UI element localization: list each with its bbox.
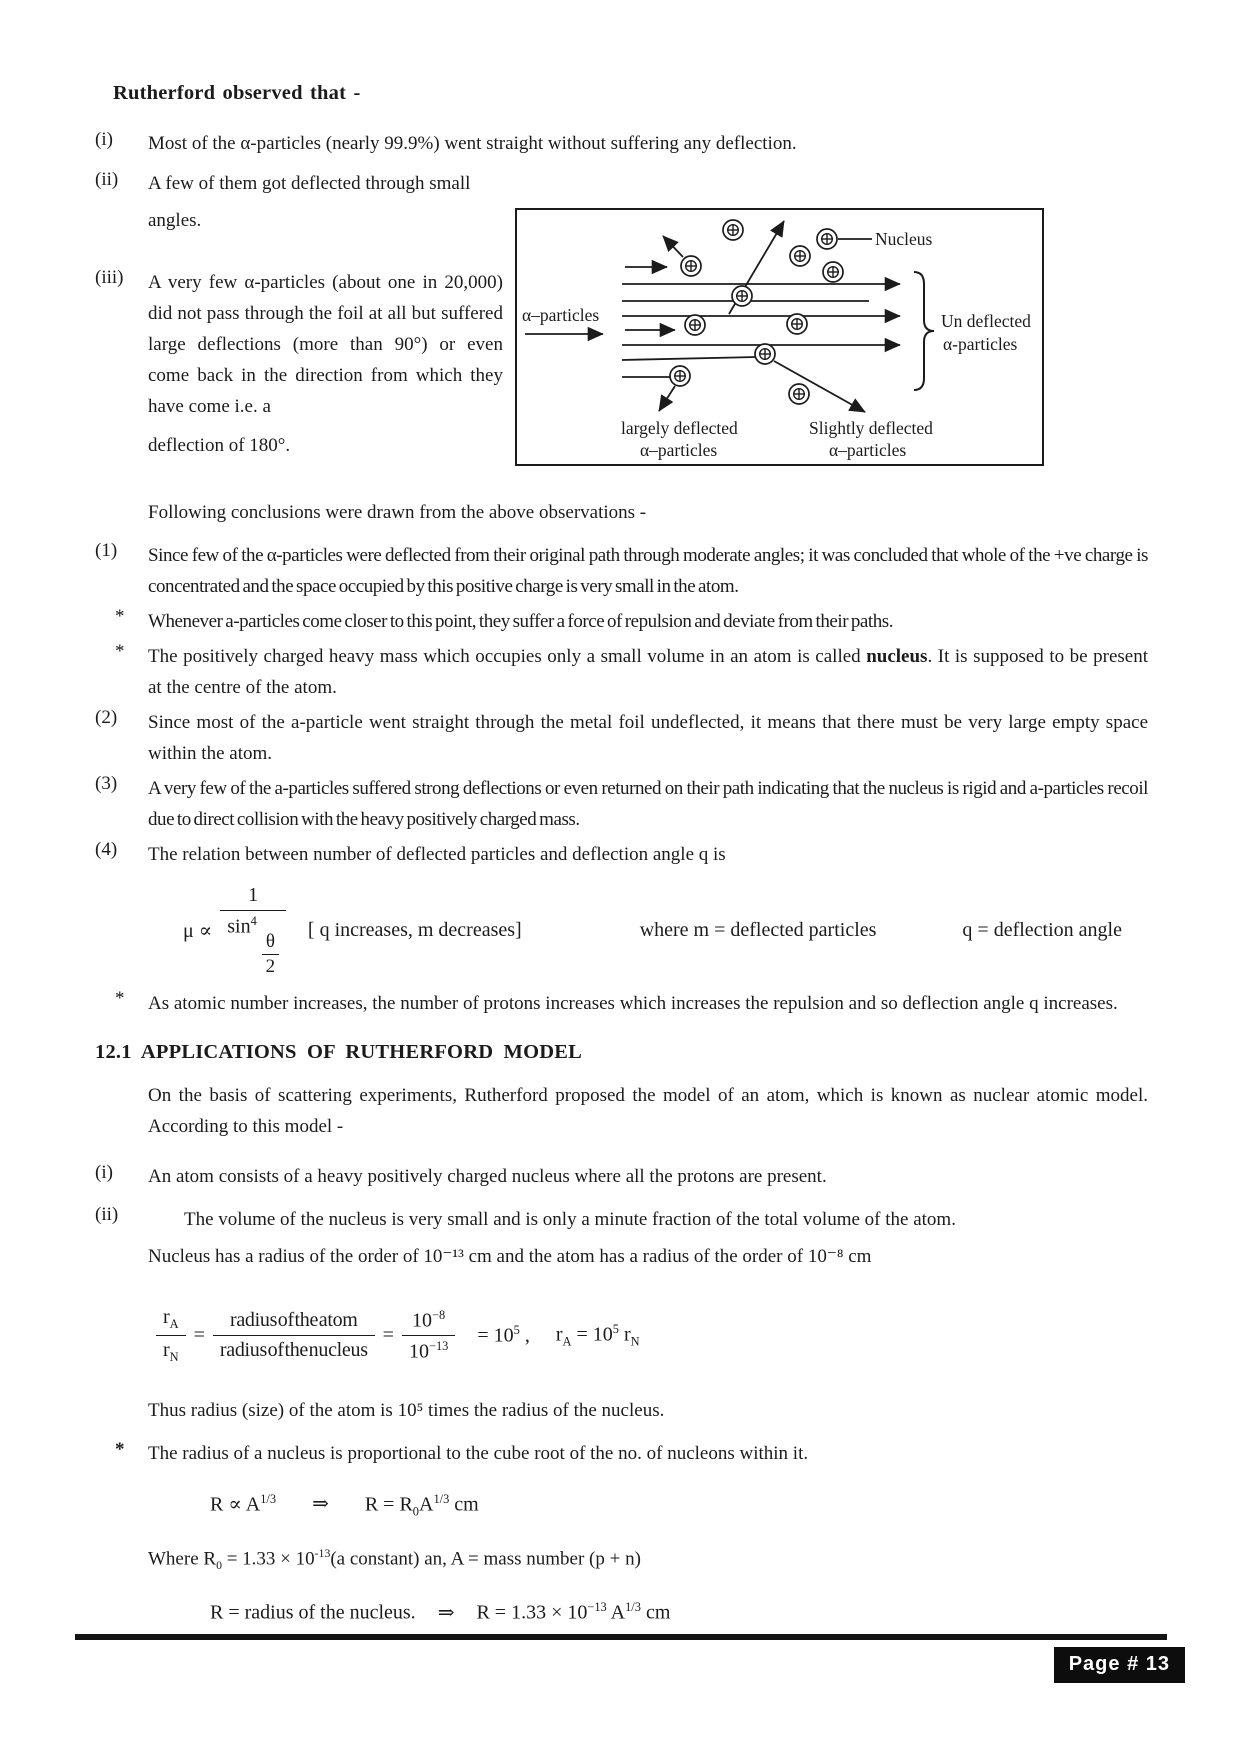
- conclusion-item-2: [95, 707, 1148, 769]
- radius-atom-text: radius of the atom: [230, 1309, 358, 1332]
- observations-section: [95, 82, 1148, 474]
- result-exp: 5: [513, 1323, 520, 1338]
- r-definition: R = radius of the nucleus.: [210, 1602, 416, 1625]
- item-text: The volume of the nucleus is very small and is only a minute fraction of the total volume of the atom.: [184, 1208, 956, 1230]
- item-marker: (i): [95, 129, 113, 150]
- where-r0-line: [148, 1539, 1148, 1581]
- applications-heading: 12.1 APPLICATIONS OF RUTHERFORD MODEL: [95, 1040, 582, 1063]
- item-text: A few of them got deflected through small: [148, 173, 471, 194]
- ten-minus-8: [408, 1308, 449, 1336]
- largely-deflected-label-line2: α–particles: [640, 440, 718, 460]
- radius-nucleus-text: radius of the nucleus: [213, 1335, 375, 1362]
- item-text: An atom consists of a heavy positively charged nucleus where all the protons are present.: [148, 1165, 827, 1187]
- ten: 10: [408, 1340, 429, 1363]
- item-text: The relation between number of deflected particles and deflection angle q is: [148, 844, 726, 865]
- slightly-deflected-label-line2: α–particles: [829, 440, 907, 460]
- final-r-line: [210, 1592, 1148, 1628]
- nucleus-bold-word: nucleus: [866, 646, 928, 667]
- item-marker: (2): [95, 707, 118, 728]
- exp-one-third: 1/3: [260, 1491, 277, 1506]
- rn2-base: r: [623, 1323, 631, 1346]
- item-marker: (3): [95, 773, 118, 794]
- formula-q-note: q = deflection angle: [962, 919, 1122, 942]
- item-marker: (1): [95, 540, 118, 561]
- formula-bracket-note: [ q increases, m decreases]: [307, 919, 522, 942]
- item-marker: (ii): [95, 1203, 119, 1225]
- alpha-particles-label: α–particles: [522, 305, 600, 325]
- item-text: The radius of a nucleus is proportional to the cube root of the no. of nucleons within it.: [148, 1442, 809, 1464]
- scattering-diagram: [515, 208, 1044, 466]
- conclusion-star-2: [95, 641, 1148, 703]
- theta: θ: [262, 931, 279, 955]
- ra2-sub: A: [562, 1334, 572, 1349]
- radius-ratio-formula: [148, 1290, 1148, 1382]
- ten-minus-13: [402, 1335, 455, 1364]
- item-text: As atomic number increases, the number of protons increases which increases the repulsion and so deflection angle q increases.: [148, 992, 1118, 1014]
- implies-arrow: ⇒: [437, 1602, 455, 1625]
- fraction-numerator: 1: [248, 884, 259, 906]
- item-text: A very few α-particles (about one in 20,000) did not pass through the foil at all but suffered large deflections (more than 90°) or even come back in the direction from which they have come i.e. a: [148, 272, 503, 417]
- item-marker: *: [115, 987, 125, 1009]
- a-base: A: [606, 1602, 626, 1625]
- exp-minus-13: −13: [428, 1339, 449, 1354]
- value-text: = 1.33 × 10: [221, 1548, 315, 1570]
- r-value: R = 1.33 × 10: [476, 1602, 588, 1625]
- equals-1: =: [193, 1324, 205, 1347]
- item-text: Since few of the α-particles were deflected from their original path through moderate angles; it was concluded that whole of the +ve charge is concentrated and the space occupied by this positive charge is very small in the atom.: [148, 545, 1148, 597]
- rn-base: r: [163, 1339, 170, 1362]
- comma: ,: [524, 1324, 530, 1347]
- slightly-deflected-label-line1: Slightly deflected: [809, 418, 933, 438]
- fraction-denominator: [220, 910, 286, 978]
- applications-item-ii: [95, 1204, 1148, 1272]
- undeflected-label-line1: Un deflected: [941, 311, 1031, 331]
- page-footer: [0, 1634, 1240, 1683]
- conclusion-item-1: [95, 540, 1148, 602]
- applications-item-i: [95, 1162, 1148, 1192]
- result-base: = 10: [477, 1324, 514, 1347]
- sub-zero: 0: [412, 1504, 419, 1519]
- footer-rule: [75, 1634, 1167, 1640]
- ra-sub: A: [169, 1317, 179, 1332]
- item-text: Since most of the a-particle went straight through the metal foil undeflected, it means that there must be very large empty space within the atom.: [148, 712, 1148, 764]
- ra-over-rn: [156, 1306, 186, 1365]
- largely-deflected-label-line1: largely deflected: [621, 418, 738, 438]
- ra-equals-result: [556, 1322, 640, 1350]
- undeflected-label-line2: α-particles: [943, 334, 1018, 354]
- conclusion-item-3: [95, 773, 1148, 835]
- nucleus-symbols: [670, 220, 843, 404]
- conclusion-item-4: [95, 839, 1148, 870]
- result2-exp: 5: [612, 1321, 619, 1336]
- ra: [159, 1306, 183, 1335]
- r-propto-a: R ∝ A: [210, 1493, 261, 1516]
- atomic-number-note: [95, 988, 1148, 1019]
- item-text: angles.: [148, 210, 202, 231]
- thus-note: Thus radius (size) of the atom is 10⁵ times the radius of the nucleus.: [148, 1399, 665, 1421]
- rn2-sub: N: [630, 1334, 640, 1349]
- rn-sub: N: [169, 1350, 179, 1365]
- r-equals-r0: R = R: [364, 1493, 413, 1516]
- exp-minus-13: -13: [314, 1547, 331, 1561]
- conclusion-star-1: [95, 606, 1148, 637]
- equals-2: =: [382, 1324, 394, 1347]
- obs-item-ii: [95, 169, 498, 199]
- sin-exponent: 4: [250, 914, 257, 928]
- item-text-post: . It is supposed to be present at the centre of the atom.: [148, 646, 1148, 698]
- item-marker: (ii): [95, 169, 119, 190]
- page-number-badge: Page # 13: [1054, 1647, 1185, 1683]
- item-text: A very few of the a-particles suffered strong deflections or even returned on their path indicating that the nucleus is rigid and a-particles recoil due to direct collision with the heavy positively charged mass.: [148, 778, 1148, 830]
- result2-base: = 10: [576, 1323, 613, 1346]
- two: 2: [265, 955, 276, 977]
- cm-unit: cm: [640, 1602, 671, 1625]
- implies-arrow: ⇒: [312, 1493, 329, 1516]
- theta-over-two: [262, 931, 279, 978]
- ra2-base: r: [555, 1323, 563, 1346]
- formula-fraction: [220, 884, 286, 978]
- item-marker: *: [115, 641, 125, 662]
- obs-item-i: [95, 129, 1148, 159]
- item-marker: *: [115, 1438, 125, 1460]
- ra-base: r: [163, 1306, 170, 1329]
- radius-text-fraction: [213, 1309, 375, 1362]
- powers-fraction: [402, 1308, 455, 1364]
- item-text: [148, 641, 1148, 703]
- item-text: Whenever a-particles come closer to this point, they suffer a force of repulsion and deviate from their paths.: [148, 611, 894, 632]
- rn: [156, 1335, 186, 1365]
- conclusions-section: [95, 498, 1148, 1019]
- exp-one-third: 1/3: [625, 1600, 641, 1615]
- exp-minus-13: −13: [587, 1600, 607, 1615]
- formula-where-note: where m = deflected particles: [639, 919, 877, 942]
- where-r: Where R: [148, 1548, 217, 1570]
- obs-item-ii-cont: [95, 206, 498, 236]
- item-text: Most of the α-particles (nearly 99.9%) went straight without suffering any deflection.: [148, 133, 797, 154]
- applications-intro: On the basis of scattering experiments, Rutherford proposed the model of an atom, which is known as nuclear atomic model. According to this model -: [148, 1084, 1148, 1137]
- item-text-pre: The positively charged heavy mass which occupies only a small volume in an atom is called: [148, 646, 867, 667]
- result-ten-5: [477, 1323, 529, 1348]
- scattering-diagram-svg: [517, 210, 1042, 464]
- exp-one-third: 1/3: [433, 1491, 450, 1506]
- item-marker: *: [115, 606, 125, 627]
- item-marker: (i): [95, 1161, 113, 1183]
- sub-zero: 0: [216, 1559, 222, 1573]
- undeflected-brace: [914, 272, 934, 390]
- observed-heading: Rutherford observed that -: [113, 82, 361, 104]
- cm-unit: cm: [449, 1493, 479, 1516]
- sin-text: sin: [227, 915, 251, 938]
- deflection-formula: [183, 884, 1148, 978]
- item-marker: (iii): [95, 267, 124, 288]
- exp-minus-8: −8: [432, 1307, 446, 1322]
- item-marker: (4): [95, 839, 118, 860]
- conclusions-intro: Following conclusions were drawn from the above observations -: [148, 502, 647, 523]
- ten: 10: [412, 1309, 433, 1332]
- item-text: deflection of 180°.: [148, 435, 291, 456]
- nucleus-radius-note: [95, 1439, 1148, 1469]
- formula-lhs: μ ∝: [183, 920, 213, 943]
- r-proportional-line: [210, 1484, 1148, 1527]
- a-base: A: [419, 1493, 434, 1516]
- applications-section: [95, 1041, 1148, 1628]
- nucleus-label: Nucleus: [875, 229, 933, 249]
- constant-text: (a constant) an, A = mass number (p + n): [330, 1548, 641, 1570]
- item-text: Nucleus has a radius of the order of 10⁻¹³ cm and the atom has a radius of the order of 10⁻⁸ cm: [148, 1245, 872, 1267]
